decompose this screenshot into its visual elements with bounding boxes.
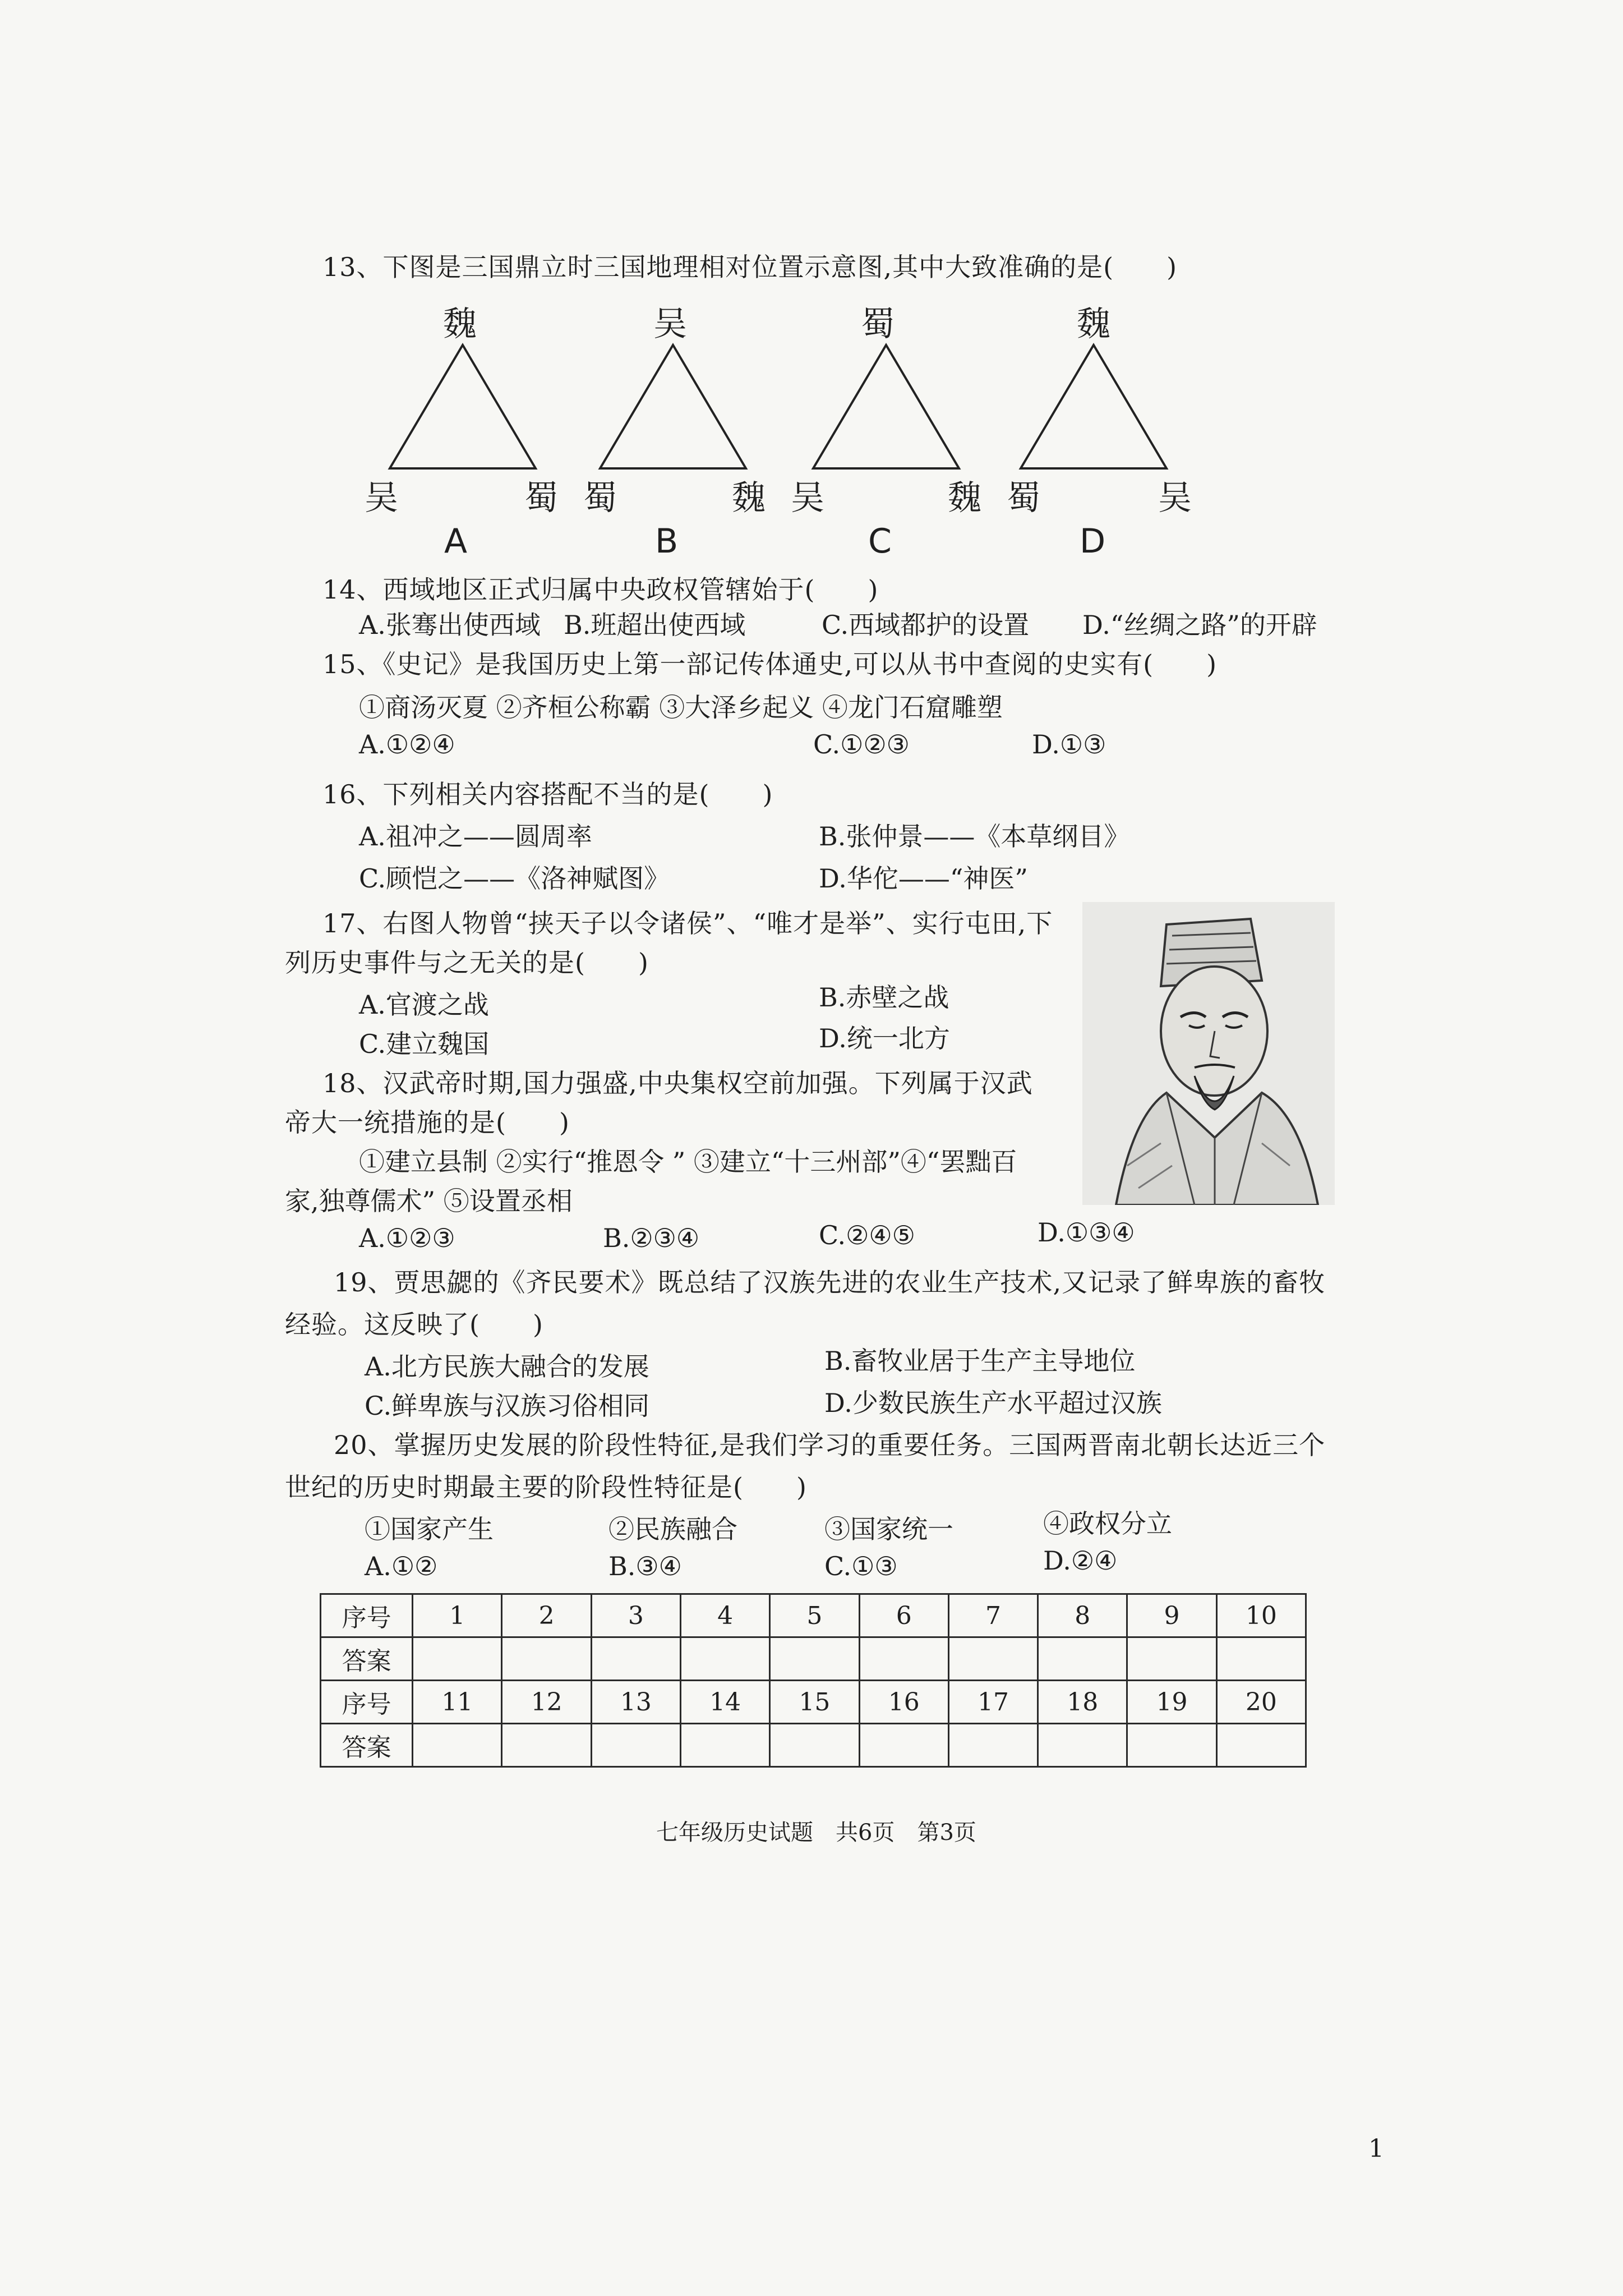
diagram-a-right: 蜀 [524,478,558,518]
diagram-c-top: 蜀 [861,305,895,344]
q17-option-d: D.统一北方 [819,1023,950,1053]
q20-option-c: C.①③ [824,1551,898,1581]
answer-cell[interactable] [502,1724,591,1767]
triangle-shape [387,342,538,471]
q13-text: 13、下图是三国鼎立时三国地理相对位置示意图,其中大致准确的是( ) [322,252,1178,282]
q16-option-d: D.华佗——“神医” [819,863,1028,894]
answer-cell[interactable] [1216,1637,1306,1681]
q17-text-line1: 17、右图人物曾“挟天子以令诸侯”、“唯才是举”、实行屯田,下 [322,908,1053,938]
q15-text: 15、《史记》是我国历史上第一部记传体通史,可以从书中查阅的史实有( ) [322,649,1218,679]
seq-cell: 18 [1038,1681,1127,1724]
answer-cell[interactable] [1038,1637,1127,1681]
answer-cell[interactable] [1038,1724,1127,1767]
seq-cell: 11 [413,1681,502,1724]
triangle-shape [810,342,962,471]
diagram-b-left: 蜀 [583,478,617,518]
diagram-d-right: 吴 [1158,478,1192,518]
diagram-b-top: 吴 [653,305,687,344]
triangle-shape [1018,342,1169,471]
seq-cell: 4 [681,1594,770,1637]
q20-item-2: ②民族融合 [608,1514,737,1544]
q19-option-d: D.少数民族生产水平超过汉族 [824,1388,1162,1418]
q20-option-b: B.③④ [608,1551,682,1581]
q15-option-a: A.①②④ [359,729,455,760]
seq-cell: 1 [413,1594,502,1637]
diagram-a-left: 吴 [365,478,398,518]
seq-cell: 12 [502,1681,591,1724]
q16-text: 16、下列相关内容搭配不当的是( ) [322,779,773,809]
q20-item-3: ③国家统一 [824,1514,953,1544]
answer-cell[interactable] [413,1637,502,1681]
answer-cell[interactable] [591,1637,680,1681]
q18-option-b: B.②③④ [603,1223,700,1253]
seq-cell: 9 [1127,1594,1216,1637]
answer-cell[interactable] [948,1724,1038,1767]
seq-label-cell: 序号 [321,1594,413,1637]
diagram-d-top: 魏 [1077,305,1110,344]
answer-table [320,1593,1307,1768]
q15-option-d: D.①③ [1032,729,1106,760]
q19-option-c: C.鲜卑族与汉族习俗相同 [365,1391,650,1421]
answer-cell[interactable] [859,1724,948,1767]
q20-item-4: ④政权分立 [1043,1508,1172,1539]
diagram-d-left: 蜀 [1007,478,1040,518]
q20-text-line2: 世纪的历史时期最主要的阶段性特征是( ) [285,1472,807,1502]
diagram-c-left: 吴 [791,478,824,518]
seq-cell: 19 [1127,1681,1216,1724]
q17-option-c: C.建立魏国 [359,1029,490,1059]
q18-option-a: A.①②③ [359,1223,455,1253]
diagram-d-letter: D [1080,522,1106,561]
diagram-c-right: 魏 [948,478,981,518]
answer-cell[interactable] [1127,1724,1216,1767]
diagram-a-top: 魏 [443,305,477,344]
seq-cell: 2 [502,1594,591,1637]
table-row [321,1637,1306,1681]
q18-option-c: C.②④⑤ [819,1220,915,1250]
seq-cell: 20 [1216,1681,1306,1724]
q17-option-a: A.官渡之战 [359,990,489,1020]
answer-label-cell: 答案 [321,1724,413,1767]
q20-item-1: ①国家产生 [365,1514,494,1544]
seq-cell: 7 [948,1594,1038,1637]
q14-option-c: C.西域都护的设置 [822,610,1030,640]
seq-cell: 3 [591,1594,680,1637]
q14-option-d: D.“丝绸之路”的开辟 [1082,610,1317,640]
q15-option-c: C.①②③ [813,729,910,760]
q18-text-line2: 帝大一统措施的是( ) [285,1107,570,1138]
table-row [321,1724,1306,1767]
seq-label-cell: 序号 [321,1681,413,1724]
seq-cell: 14 [681,1681,770,1724]
diagram-a-letter: A [444,522,468,561]
answer-cell[interactable] [681,1637,770,1681]
q17-option-b: B.赤壁之战 [819,982,949,1013]
answer-cell[interactable] [1216,1724,1306,1767]
q18-option-d: D.①③④ [1038,1217,1135,1248]
answer-cell[interactable] [1127,1637,1216,1681]
triangle-shape [597,342,749,471]
q19-text-line1: 19、贾思勰的《齐民要术》既总结了汉族先进的农业生产技术,又记录了鲜卑族的畜牧 [334,1267,1326,1297]
seq-cell: 8 [1038,1594,1127,1637]
diagram-b-right: 魏 [732,478,766,518]
q18-text-line1: 18、汉武帝时期,国力强盛,中央集权空前加强。下列属于汉武 [322,1068,1033,1098]
q14-option-a: A.张骞出使西域 [359,610,541,640]
diagram-b-letter: B [655,522,679,561]
seq-cell: 15 [770,1681,859,1724]
seq-cell: 13 [591,1681,680,1724]
q14-text: 14、西域地区正式归属中央政权管辖始于( ) [322,574,879,605]
seq-cell: 6 [859,1594,948,1637]
seq-cell: 5 [770,1594,859,1637]
seq-cell: 10 [1216,1594,1306,1637]
answer-cell[interactable] [413,1724,502,1767]
seq-cell: 16 [859,1681,948,1724]
q18-items-line1: ①建立县制 ②实行“推恩令 ” ③建立“十三州部”④“罢黜百 [359,1147,1017,1177]
answer-cell[interactable] [948,1637,1038,1681]
q18-items-line2: 家,独尊儒术” ⑤设置丞相 [285,1186,573,1216]
q19-option-b: B.畜牧业居于生产主导地位 [824,1346,1136,1376]
q19-text-line2: 经验。这反映了( ) [285,1309,543,1340]
historical-figure-portrait [1082,902,1335,1205]
page-number: 1 [1368,2134,1384,2163]
q16-option-c: C.顾恺之——《洛神赋图》 [359,863,670,894]
q14-option-b: B.班超出使西域 [564,610,746,640]
q20-text-line1: 20、掌握历史发展的阶段性特征,是我们学习的重要任务。三国两晋南北朝长达近三个 [334,1430,1326,1460]
diagram-c-letter: C [868,522,892,561]
portrait-drawing [1082,902,1335,1205]
q20-option-d: D.②④ [1043,1545,1118,1576]
q17-text-line2: 列历史事件与之无关的是( ) [285,947,649,978]
answer-label-cell: 答案 [321,1637,413,1681]
table-row [321,1681,1306,1724]
answer-cell[interactable] [770,1724,859,1767]
q15-items: ①商汤灭夏 ②齐桓公称霸 ③大泽乡起义 ④龙门石窟雕塑 [359,692,1003,723]
table-row [321,1594,1306,1637]
answer-cell[interactable] [591,1724,680,1767]
page-footer: 七年级历史试题 共6页 第3页 [656,1820,976,1846]
answer-cell[interactable] [681,1724,770,1767]
seq-cell: 17 [948,1681,1038,1724]
q19-option-a: A.北方民族大融合的发展 [365,1351,649,1382]
q20-option-a: A.①② [365,1551,438,1581]
answer-cell[interactable] [859,1637,948,1681]
q16-option-a: A.祖冲之——圆周率 [359,821,592,852]
answer-cell[interactable] [502,1637,591,1681]
answer-cell[interactable] [770,1637,859,1681]
q16-option-b: B.张仲景——《本草纲目》 [819,821,1130,852]
